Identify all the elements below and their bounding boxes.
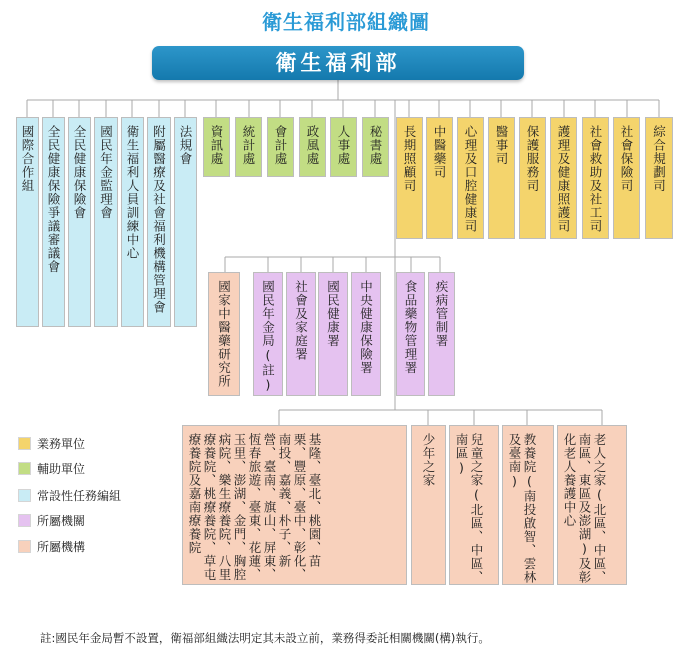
aux-unit-label: 資訊處 [209,125,224,166]
legend-swatch [18,462,31,475]
biz-unit-protective-services [519,117,546,239]
hospitals-box [182,425,407,585]
aux-unit-information [203,117,230,177]
biz-unit-label: 社會救助及社工司 [588,125,603,233]
aux-unit-label: 會計處 [273,125,288,166]
biz-unit-label: 長期照顧司 [402,125,417,193]
legend-item-institution [18,538,85,554]
children-home [449,425,499,585]
legend-label: 常設性任務編組 [37,488,122,503]
aux-unit-label: 人事處 [336,125,351,166]
biz-unit-mental-oral-health [457,117,484,239]
biz-unit-label: 中醫藥司 [432,125,447,179]
biz-unit-label: 綜合規劃司 [651,125,667,193]
aux-unit-accounting [267,117,294,177]
task-unit-label: 附屬醫療及社會福利機構管理會 [151,125,167,314]
legend-item-task [18,487,121,503]
task-unit-pension-supervision [94,117,118,327]
training-home [502,425,554,585]
legend-swatch [18,514,31,527]
training-home-label: 教養院(南投啟智、雲林及臺南) [507,433,537,584]
biz-unit-label: 社會保險司 [619,125,634,193]
aux-unit-label: 統計處 [241,125,256,166]
biz-unit-planning [645,117,673,239]
agency-label: 疾病管制署 [434,280,449,348]
task-unit-training-center [121,117,144,327]
task-unit-label: 法規會 [178,125,193,166]
agency-label: 食品藥物管理署 [403,280,418,375]
biz-unit-chinese-medicine [426,117,453,239]
legend-swatch [18,437,31,450]
legend-label: 業務單位 [37,436,86,451]
aux-unit-personnel [330,117,357,177]
biz-unit-label: 醫事司 [494,125,509,166]
biz-unit-medical-affairs [488,117,515,239]
agency-food-drug [396,272,425,396]
elderly-home [557,425,627,585]
agency-label: 國民健康署 [325,280,341,348]
legend-swatch [18,489,31,502]
aux-unit-statistics [235,117,262,177]
biz-unit-label: 保護服務司 [525,125,540,193]
agency-cdc [428,272,455,396]
legend-item-agency [18,512,85,528]
footnote: 註:國民年金局暫不設置，衛福部組織法明定其未設立前，業務得委託相關機關(構)執行。 [40,631,490,645]
agency-label: 中央健康保險署 [358,280,374,375]
task-unit-intl-cooperation [16,117,39,327]
ministry-box: 衛生福利部 [152,46,524,80]
task-unit-nhi-dispute [42,117,65,327]
aux-unit-ethics [299,117,326,177]
institute-label: 國家中醫藥研究所 [216,280,232,388]
children-home-label: 兒童之家(北區、中區、南區) [454,433,484,584]
youth-home [411,425,446,585]
biz-unit-social-assistance [582,117,609,239]
task-unit-nhi-committee [68,117,91,327]
biz-unit-long-term-care [396,117,423,239]
biz-unit-social-insurance [613,117,640,239]
task-unit-legal [174,117,197,327]
legend-label: 輔助單位 [37,461,86,476]
agency-national-health-insurance [351,272,381,396]
aux-unit-label: 政風處 [305,125,320,166]
legend-label: 所屬機關 [37,513,86,528]
task-unit-label: 衛生福利人員訓練中心 [125,125,140,260]
biz-unit-label: 心理及口腔健康司 [463,125,478,233]
chart-title: 衛生福利部組織圖 [262,10,430,34]
task-unit-label: 全民健康保險會 [72,125,87,220]
task-unit-label: 全民健康保險爭議審議會 [46,125,61,274]
task-unit-label: 國際合作組 [20,125,35,193]
aux-unit-secretariat [362,117,389,177]
legend-label: 所屬機構 [37,539,86,554]
hospitals-list: 基隆、臺北、桃園、苗栗、豐原、臺中、彰化、南投、嘉義、朴子、新營、臺南、旗山、屏東、恆春旅遊、臺東、花蓮、玉里、澎湖、金門、胸腔病院、樂生療養院、八里療養院、桃療養院、草屯療養院及嘉南療養院 [187,433,322,582]
agency-health-promotion [318,272,348,396]
aux-unit-label: 秘書處 [368,125,383,166]
agency-label: 社會及家庭署 [293,280,309,361]
agency-pension-bureau [253,272,283,396]
biz-unit-nursing-health-care [550,117,577,239]
youth-home-label: 少年之家 [421,433,436,487]
task-unit-label: 國民年金監理會 [98,125,114,220]
elderly-home-label: 老人之家(北區、中區、南區、東區及澎湖)及彰化老人養護中心 [562,433,607,584]
legend-item-auxiliary [18,460,85,476]
legend-swatch [18,540,31,553]
legend-item-business [18,435,85,451]
agency-social-family [286,272,316,396]
biz-unit-label: 護理及健康照護司 [556,125,571,233]
agency-label: 國民年金局(註) [260,280,276,393]
task-unit-affiliated-management [147,117,171,327]
institute-chinese-medicine-research [208,272,240,396]
